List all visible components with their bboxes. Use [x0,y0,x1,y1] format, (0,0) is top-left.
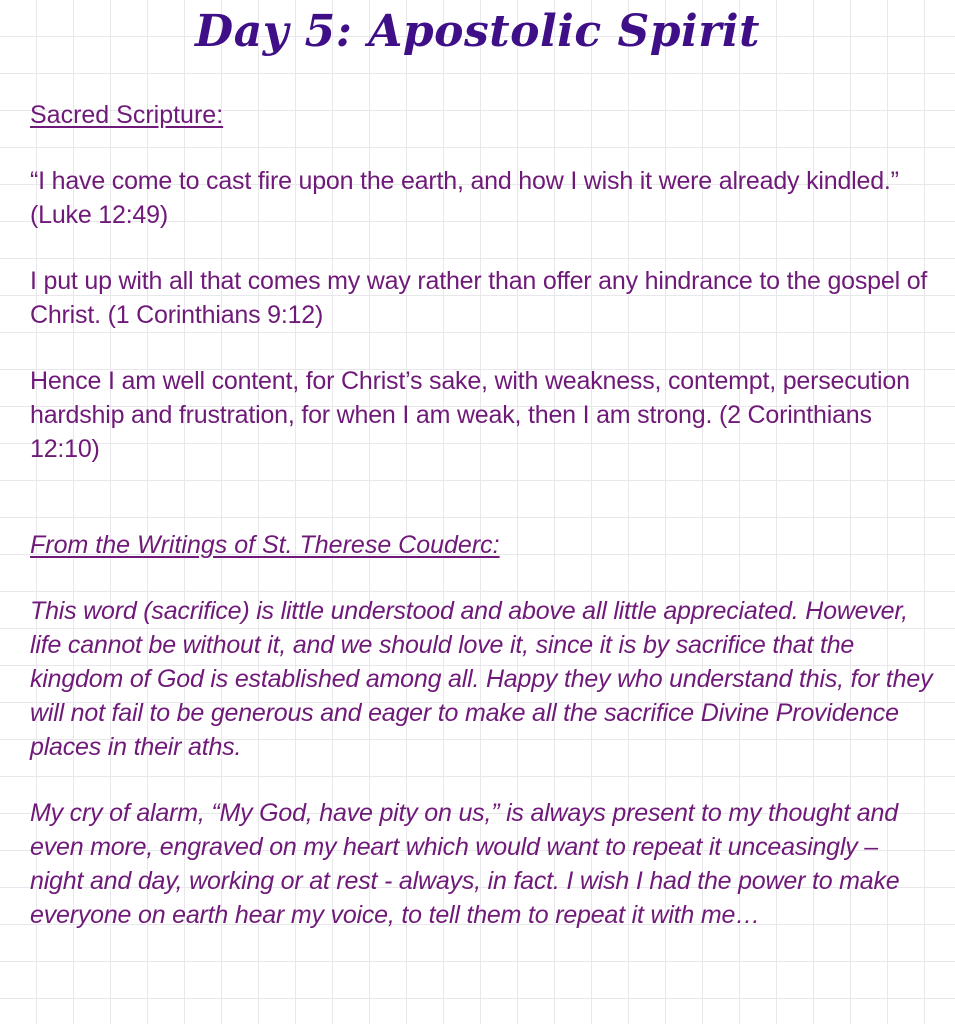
writings-heading: From the Writings of St. Therese Couderc: [30,531,500,559]
scripture-passage-luke: “I have come to cast fire upon the earth, and how I wish it were already kindled.” (Luke 12:49) [30,167,899,229]
page-title: Day 5: Apostolic Spirit [195,6,760,57]
scripture-section [30,98,935,466]
writings-section [30,528,935,932]
scripture-passage-corinthians-1: I put up with all that comes my way rather than offer any hindrance to the gospel of Christ. (1 Corinthians 9:12) [30,267,928,329]
content-area [30,98,935,964]
writings-passage-cry-of-alarm: My cry of alarm, “My God, have pity on us,” is always present to my thought and even more, engraved on my heart which would want to repeat it unceasingly – night and day, working or at rest - always, in fact. I wish I had the power to make everyone on earth hear my voice, to tell them to repeat it with me… [30,799,900,929]
scripture-heading: Sacred Scripture: [30,101,224,129]
writings-passage-sacrifice: This word (sacrifice) is little understood and above all little appreciated. However, life cannot be without it, and we should love it, since it is by sacrifice that the kingdom of God is established among all. Happy they who understand this, for they will not fail to be generous and eager to make all the sacrifice Divine Providence places in their aths. [30,597,933,761]
scripture-passage-corinthians-2: Hence I am well content, for Christ’s sake, with weakness, contempt, persecution hardship and frustration, for when I am weak, then I am strong. (2 Corinthians 12:10) [30,367,910,463]
section-spacer [30,498,935,528]
